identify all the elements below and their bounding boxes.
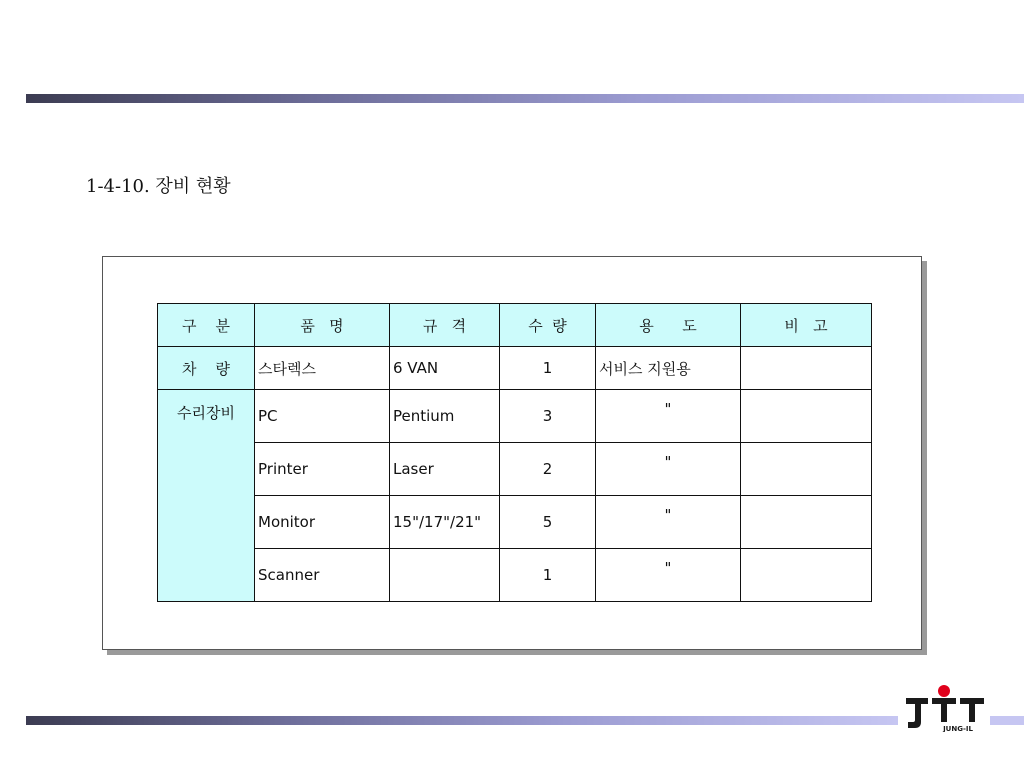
bottom-decorative-bar [26,716,898,725]
cell-use: " [596,496,741,549]
cell-spec [390,549,500,602]
cell-quantity: 5 [500,496,596,549]
cell-quantity: 3 [500,390,596,443]
cell-quantity: 1 [500,549,596,602]
cell-note [741,443,872,496]
table-row [158,549,872,602]
cell-spec: Pentium [390,390,500,443]
cell-spec: 6 VAN [390,347,500,390]
header-quantity: 수 량 [500,304,596,347]
logo-t-mark [960,698,984,722]
section-title: 1-4-10. 장비 현황 [86,176,231,197]
cell-name: 스타렉스 [255,347,390,390]
cell-name: PC [255,390,390,443]
header-note: 비 고 [741,304,872,347]
cell-name: Scanner [255,549,390,602]
cell-note [741,549,872,602]
cell-use: " [596,549,741,602]
bottom-decorative-bar-tail [990,716,1024,725]
cell-note [741,390,872,443]
jungil-logo [902,684,986,732]
row-category: 차 량 [158,347,255,390]
table-row [158,443,872,496]
cell-name: Printer [255,443,390,496]
row-category: 수리장비 [158,390,255,602]
table-row [158,390,872,443]
cell-name: Monitor [255,496,390,549]
table-row [158,347,872,390]
top-decorative-bar [26,94,1024,103]
header-use: 용 도 [596,304,741,347]
cell-spec: Laser [390,443,500,496]
table-header-row [158,304,872,347]
table-row [158,496,872,549]
cell-use: " [596,443,741,496]
header-name: 품 명 [255,304,390,347]
cell-use: " [596,390,741,443]
cell-quantity: 1 [500,347,596,390]
header-spec: 규 격 [390,304,500,347]
equipment-table [157,303,872,602]
cell-note [741,347,872,390]
logo-j-mark [906,698,928,728]
cell-spec: 15"/17"/21" [390,496,500,549]
cell-note [741,496,872,549]
logo-caption: JUNG-IL [943,725,973,732]
logo-dot [938,685,950,697]
logo-i-mark [932,698,956,722]
cell-use: 서비스 지원용 [596,347,741,390]
header-category: 구 분 [158,304,255,347]
cell-quantity: 2 [500,443,596,496]
